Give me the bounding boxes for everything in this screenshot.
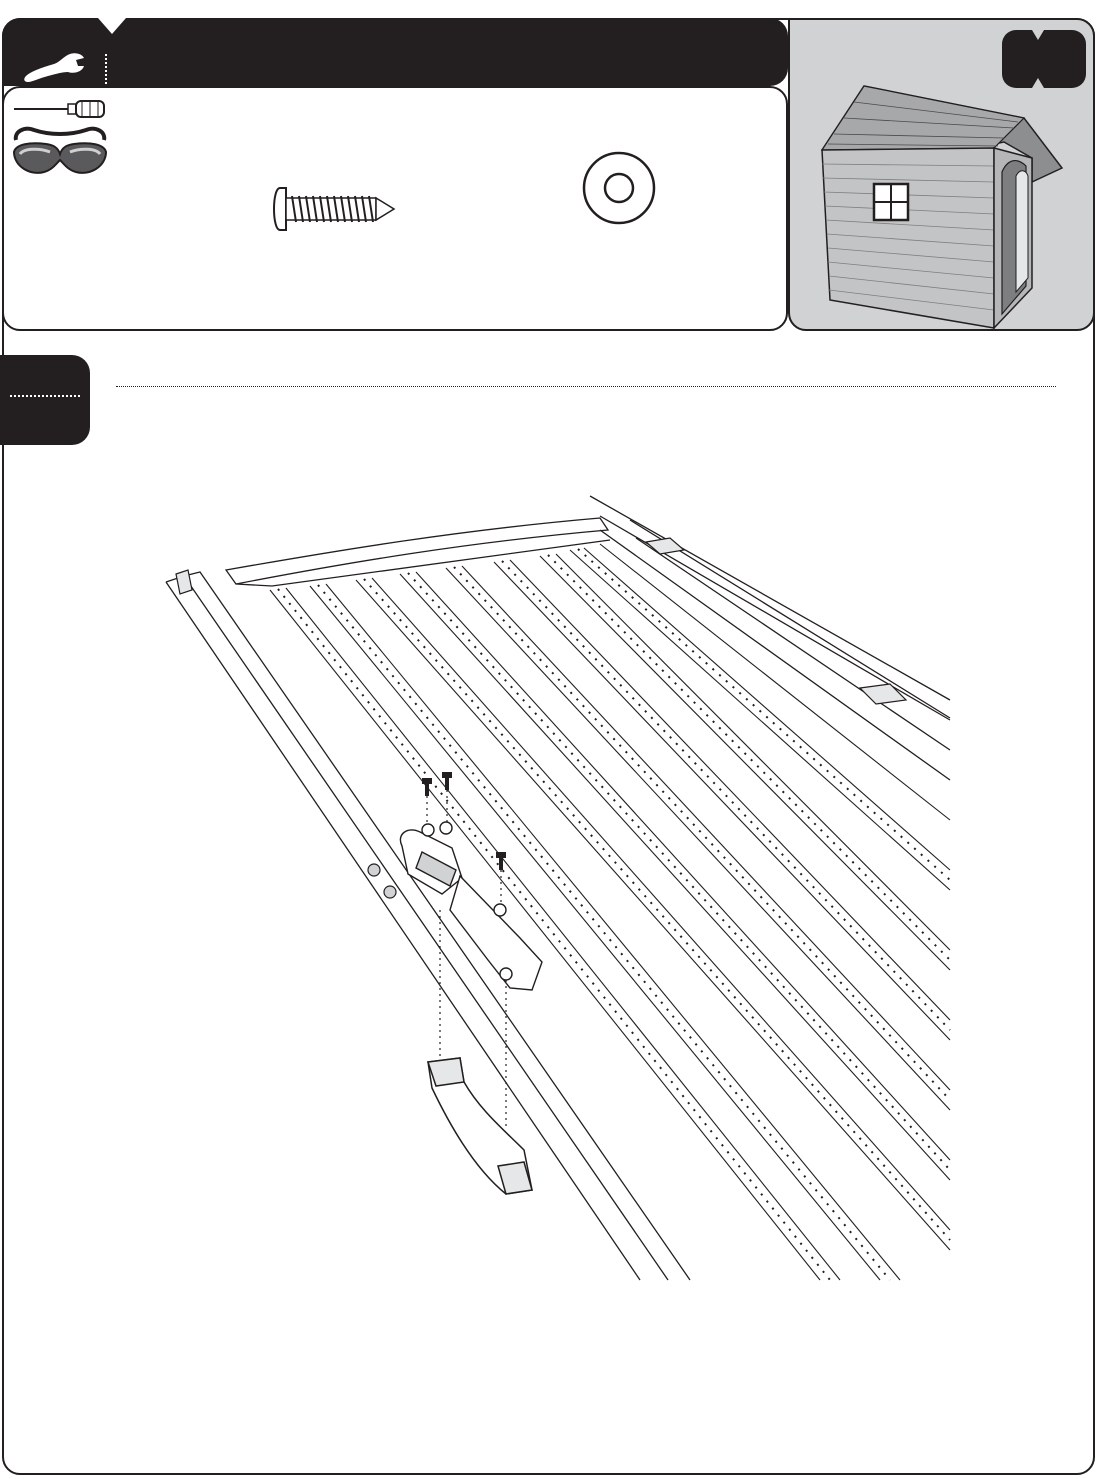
safety-glasses-icon	[10, 124, 110, 184]
step-tab	[0, 355, 90, 445]
washer-icon	[580, 150, 658, 226]
door-assembly-illustration	[160, 490, 950, 1280]
shed-preview-panel	[788, 18, 1095, 331]
step-tab-dots	[10, 395, 80, 397]
preview-step-badge	[1002, 30, 1086, 88]
badge-notch-top	[1032, 30, 1044, 40]
instruction-rule	[116, 386, 1056, 387]
badge-notch-bottom	[1032, 78, 1044, 88]
header-notch	[98, 18, 126, 34]
wrench-icon	[20, 42, 90, 86]
screw-icon	[266, 182, 396, 236]
screwdriver-icon	[12, 98, 107, 120]
header-bar	[2, 18, 788, 86]
shed-preview-icon	[804, 78, 1084, 328]
